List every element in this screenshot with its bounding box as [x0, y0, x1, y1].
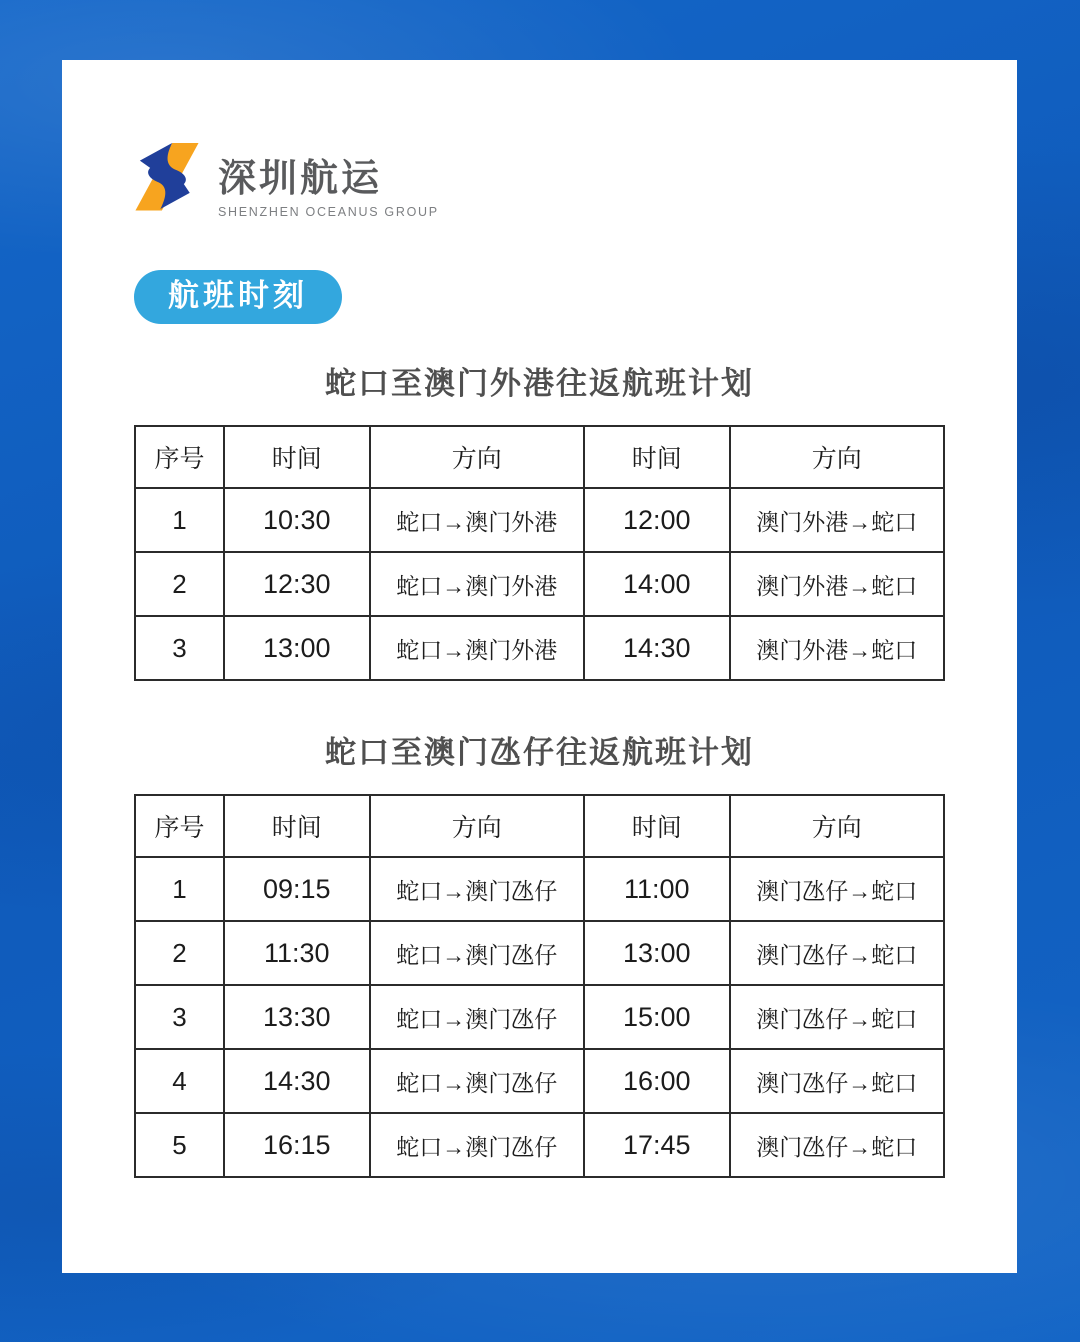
- time-cell: 13:00: [584, 921, 730, 985]
- direction-cell: 蛇口→澳门氹仔: [370, 857, 584, 921]
- outer-harbour-schedule-section: [134, 358, 945, 681]
- time-cell: 09:15: [224, 857, 370, 921]
- direction-cell: 蛇口→澳门外港: [370, 488, 584, 552]
- serial-cell: 2: [135, 552, 224, 616]
- time-cell: 16:00: [584, 1049, 730, 1113]
- flight-schedule-badge: 航班时刻: [134, 270, 342, 324]
- direction-cell: 蛇口→澳门氹仔: [370, 921, 584, 985]
- column-header: 时间: [224, 795, 370, 857]
- serial-cell: 1: [135, 857, 224, 921]
- table-row: [135, 857, 944, 921]
- company-name-zh: 深圳航运: [218, 157, 383, 200]
- oceanus-s-ribbon-icon: [134, 128, 200, 224]
- direction-cell: 澳门氹仔→蛇口: [730, 985, 944, 1049]
- direction-cell: 蛇口→澳门氹仔: [370, 1113, 584, 1177]
- direction-cell: 蛇口→澳门氹仔: [370, 985, 584, 1049]
- taipa-schedule-section: [134, 727, 945, 1178]
- direction-cell: 澳门外港→蛇口: [730, 488, 944, 552]
- time-cell: 10:30: [224, 488, 370, 552]
- time-cell: 11:00: [584, 857, 730, 921]
- table-row: [135, 1049, 944, 1113]
- column-header: 方向: [370, 426, 584, 488]
- time-cell: 12:30: [224, 552, 370, 616]
- table-row: [135, 985, 944, 1049]
- schedule-card: [62, 60, 1017, 1273]
- table-row: [135, 552, 944, 616]
- serial-cell: 4: [135, 1049, 224, 1113]
- time-cell: 15:00: [584, 985, 730, 1049]
- serial-cell: 3: [135, 985, 224, 1049]
- time-cell: 17:45: [584, 1113, 730, 1177]
- column-header: 序号: [135, 426, 224, 488]
- time-cell: 14:30: [224, 1049, 370, 1113]
- direction-cell: 澳门外港→蛇口: [730, 616, 944, 680]
- direction-cell: 蛇口→澳门外港: [370, 616, 584, 680]
- direction-cell: 澳门氹仔→蛇口: [730, 1113, 944, 1177]
- time-cell: 11:30: [224, 921, 370, 985]
- serial-cell: 2: [135, 921, 224, 985]
- taipa-schedule-table: [134, 794, 945, 1178]
- taipa-table-title: 蛇口至澳门氹仔往返航班计划: [325, 735, 754, 771]
- table-row: [135, 921, 944, 985]
- outer-harbour-schedule-table: [134, 425, 945, 681]
- time-cell: 16:15: [224, 1113, 370, 1177]
- column-header: 时间: [584, 795, 730, 857]
- direction-cell: 澳门氹仔→蛇口: [730, 1049, 944, 1113]
- time-cell: 14:00: [584, 552, 730, 616]
- time-cell: 13:30: [224, 985, 370, 1049]
- serial-cell: 1: [135, 488, 224, 552]
- direction-cell: 澳门氹仔→蛇口: [730, 921, 944, 985]
- serial-cell: 5: [135, 1113, 224, 1177]
- company-logo-text: [218, 133, 439, 220]
- company-name-en: SHENZHEN OCEANUS GROUP: [218, 205, 439, 220]
- direction-cell: 澳门外港→蛇口: [730, 552, 944, 616]
- column-header: 方向: [370, 795, 584, 857]
- direction-cell: 蛇口→澳门氹仔: [370, 1049, 584, 1113]
- table-row: [135, 488, 944, 552]
- direction-cell: 澳门氹仔→蛇口: [730, 857, 944, 921]
- column-header: 方向: [730, 426, 944, 488]
- table-header-row: [135, 795, 944, 857]
- company-logo: [134, 128, 945, 224]
- column-header: 时间: [584, 426, 730, 488]
- table-row: [135, 616, 944, 680]
- table-header-row: [135, 426, 944, 488]
- column-header: 序号: [135, 795, 224, 857]
- time-cell: 14:30: [584, 616, 730, 680]
- outer-harbour-table-title: 蛇口至澳门外港往返航班计划: [325, 366, 754, 402]
- time-cell: 12:00: [584, 488, 730, 552]
- serial-cell: 3: [135, 616, 224, 680]
- time-cell: 13:00: [224, 616, 370, 680]
- column-header: 方向: [730, 795, 944, 857]
- direction-cell: 蛇口→澳门外港: [370, 552, 584, 616]
- column-header: 时间: [224, 426, 370, 488]
- table-row: [135, 1113, 944, 1177]
